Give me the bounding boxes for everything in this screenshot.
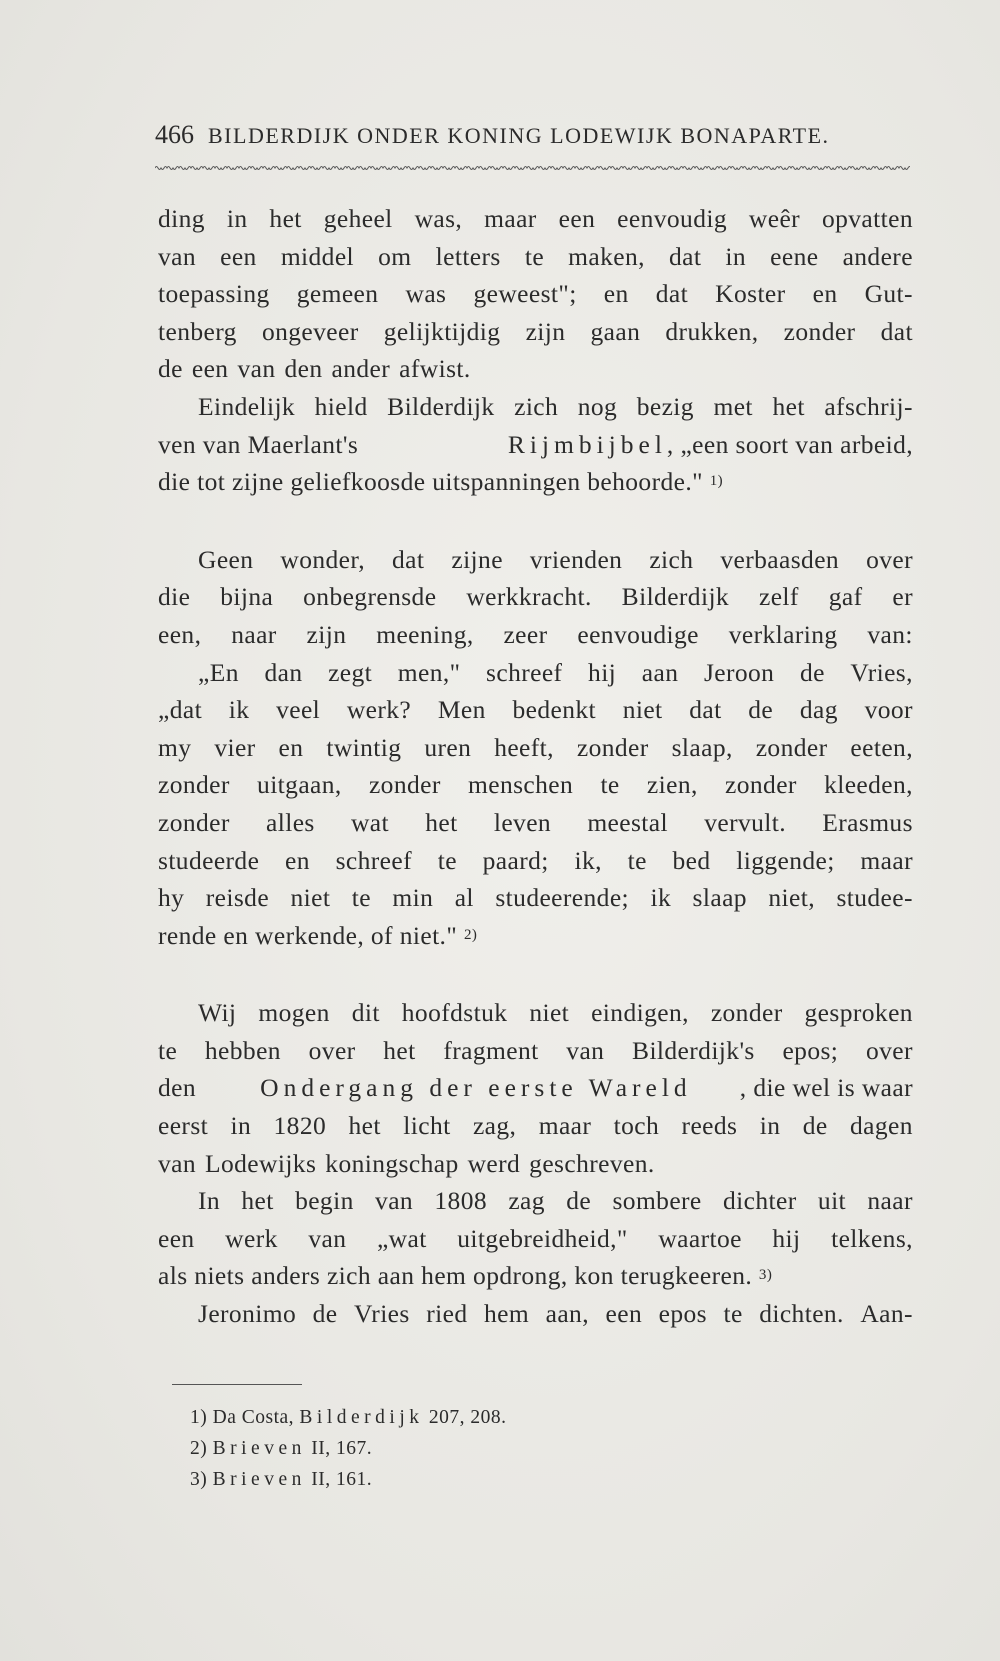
word: zonder <box>783 316 856 346</box>
word: reeds <box>681 1111 738 1141</box>
word: dat <box>668 241 702 271</box>
word: uit <box>817 1186 847 1216</box>
word: bijna <box>220 582 274 612</box>
word: den <box>284 354 323 384</box>
wavy-header-rule <box>155 163 910 173</box>
word: telkens, <box>831 1223 913 1253</box>
word: zonder <box>158 807 230 837</box>
word: ongeveer <box>261 316 359 346</box>
word: 1808 <box>434 1186 488 1216</box>
word: een, <box>158 619 202 649</box>
footnote-spaced-title: Brieven <box>212 1438 306 1459</box>
word: „dat <box>158 695 203 725</box>
word: fragment <box>443 1035 539 1065</box>
word: de <box>158 354 183 384</box>
word: wonder, <box>280 544 366 574</box>
word: Erasmus <box>822 807 913 837</box>
page-header <box>155 120 915 150</box>
word: de <box>799 657 825 687</box>
word: was, <box>414 204 463 233</box>
footnote-spaced-title: Brieven <box>212 1469 306 1490</box>
word: geheel <box>323 204 393 233</box>
word: te <box>351 883 371 913</box>
word: eene <box>770 241 819 271</box>
word: twintig <box>326 732 402 762</box>
word: vervult. <box>704 807 787 837</box>
word: uren <box>424 732 472 762</box>
word: zonder <box>576 732 649 762</box>
word: en <box>603 279 629 309</box>
word: eeten, <box>850 732 913 762</box>
word: veel <box>276 695 321 725</box>
word: vrienden <box>529 544 623 574</box>
text-line <box>158 766 913 804</box>
text-line <box>158 654 913 692</box>
word: te <box>627 845 647 875</box>
word: uitgebreidheid," <box>457 1223 628 1253</box>
word: Wij <box>198 998 237 1028</box>
word: sombere <box>612 1186 702 1216</box>
text-fragment: den <box>158 1073 197 1103</box>
word: werk <box>225 1223 278 1253</box>
word: aan <box>641 657 679 687</box>
word: over <box>866 1035 913 1065</box>
text-line <box>158 1257 913 1295</box>
word: begin <box>295 1186 354 1216</box>
word: zonder <box>710 998 783 1028</box>
word: gesproken <box>804 998 913 1028</box>
word: dat <box>392 544 425 574</box>
word: opvatten <box>821 204 913 233</box>
word: „wat <box>376 1223 427 1253</box>
word: epos <box>658 1299 707 1329</box>
word: van <box>237 354 276 384</box>
word: Lodewijks <box>205 1148 317 1178</box>
word: en <box>285 845 310 875</box>
word: maar <box>860 845 913 875</box>
word: hij <box>588 657 617 687</box>
word: zijn <box>525 316 566 346</box>
word: de <box>566 1186 592 1216</box>
word: reisde <box>205 883 270 913</box>
word: gaan <box>590 316 641 346</box>
word: het <box>348 1111 381 1141</box>
word: waartoe <box>658 1223 742 1253</box>
word: studee- <box>836 883 913 913</box>
word: verbaasden <box>720 544 840 574</box>
word: toepassing <box>158 279 270 309</box>
word: geschreven. <box>529 1148 655 1178</box>
text-line <box>158 463 913 501</box>
footnotes <box>190 1402 506 1495</box>
word: een <box>558 204 596 233</box>
running-head: BILDERDIJK ONDER KONING LODEWIJK BONAPARTE. <box>208 123 830 148</box>
word: Vries, <box>850 657 913 687</box>
word: het <box>241 1186 274 1216</box>
text-line <box>158 313 913 351</box>
text-line <box>158 1032 913 1070</box>
word: van <box>375 1186 414 1216</box>
word: meestal <box>587 807 668 837</box>
word: hem <box>484 1299 530 1329</box>
word: de <box>312 1299 338 1329</box>
word: ried <box>426 1299 468 1329</box>
word: van: <box>867 619 913 649</box>
text-line <box>158 350 913 388</box>
footnote-spaced-title: Bilderdijk <box>299 1407 424 1428</box>
word: al <box>454 883 474 913</box>
word: van <box>308 1223 347 1253</box>
text-line <box>158 917 913 955</box>
word: kleeden, <box>824 770 913 800</box>
text-line <box>158 804 913 842</box>
emphasized-title: Ondergang der eerste Wareld <box>260 1073 692 1103</box>
word: hoofdstuk <box>401 998 508 1028</box>
word: ik, <box>574 845 602 875</box>
footnote-3: 3) Brieven II, 161. <box>190 1469 373 1490</box>
word: nog <box>577 391 618 421</box>
word: die <box>158 582 191 612</box>
word: paard; <box>482 845 549 875</box>
word: ander <box>331 354 391 384</box>
word: dat <box>880 316 913 346</box>
word: vier <box>214 732 256 762</box>
word: zich <box>514 391 559 421</box>
word: het <box>383 1035 416 1065</box>
word: epos; <box>782 1035 839 1065</box>
footnote-2: 2) Brieven II, 167. <box>190 1438 373 1459</box>
word: Eindelijk <box>198 391 296 421</box>
word: Jeroon <box>703 657 775 687</box>
word: ik <box>650 883 672 913</box>
word: gelijktijdig <box>383 316 501 346</box>
word: te <box>524 241 545 271</box>
word: onbegrensde <box>303 582 437 612</box>
text-line <box>158 691 913 729</box>
word: eenvoudige <box>577 619 699 649</box>
text-line <box>158 879 913 917</box>
word: maken, <box>568 241 645 271</box>
word: Bilderdijk <box>387 391 495 421</box>
word: over <box>866 544 913 574</box>
footnote-ref: 3) <box>758 1267 773 1284</box>
text-line <box>158 200 913 238</box>
word: Gut- <box>864 279 913 309</box>
footnote-1: 1) Da Costa, Bilderdijk 207, 208. <box>190 1407 507 1428</box>
footnote-ref: 2) <box>463 926 478 943</box>
word: afwist. <box>399 354 471 384</box>
word: middel <box>280 241 355 271</box>
word: zonder <box>368 770 441 800</box>
word: studeerde <box>158 845 260 875</box>
word: hij <box>772 1223 801 1253</box>
word: dag <box>799 695 838 725</box>
word: de <box>802 1111 828 1141</box>
word: Koster <box>715 279 786 309</box>
word: wat <box>350 807 390 837</box>
word: de <box>748 695 774 725</box>
word: koningschap <box>325 1148 459 1178</box>
word: ding <box>158 204 205 233</box>
word: meening, <box>376 619 474 649</box>
word: alles <box>266 807 315 837</box>
word: te <box>158 1035 178 1065</box>
word: het <box>269 204 302 233</box>
word: gemeen <box>296 279 379 309</box>
text-line <box>158 578 913 616</box>
text-line <box>158 275 913 313</box>
word: maar <box>484 204 537 233</box>
word: niet <box>529 998 570 1028</box>
footnote-separator <box>172 1384 302 1385</box>
word: bed <box>672 845 711 875</box>
word: werkkracht. <box>466 582 592 612</box>
word: Bilderdijk <box>621 582 730 612</box>
word: hy <box>158 883 185 913</box>
text-fragment: als niets anders zich aan hem opdrong, kon terugkeeren. <box>158 1261 753 1291</box>
word: liggende; <box>736 845 835 875</box>
word: en <box>812 279 838 309</box>
word: was <box>405 279 447 309</box>
word: zag, <box>472 1111 517 1141</box>
word: werd <box>467 1148 521 1178</box>
word: in <box>230 1111 252 1141</box>
word: van <box>158 1148 197 1178</box>
word: te <box>723 1299 743 1329</box>
word: In <box>198 1186 221 1216</box>
word: 1820 <box>273 1111 327 1141</box>
text-fragment: , die wel is waar <box>739 1073 913 1103</box>
word: zonder <box>158 770 230 800</box>
word: zien, <box>646 770 698 800</box>
word: my <box>158 732 192 762</box>
word: zijn <box>306 619 347 649</box>
word: dichten. <box>759 1299 844 1329</box>
word: letters <box>435 241 501 271</box>
word: om <box>378 241 412 271</box>
word: een <box>220 241 257 271</box>
text-line <box>158 1069 913 1107</box>
word: bezig <box>636 391 694 421</box>
word: het <box>425 807 458 837</box>
word: heeft, <box>494 732 554 762</box>
word: niet <box>290 883 331 913</box>
word: zonder <box>725 770 797 800</box>
word: Men <box>437 695 486 725</box>
word: weêr <box>748 204 801 233</box>
word: menschen <box>468 770 574 800</box>
word: het <box>772 391 805 421</box>
word: mogen <box>258 998 330 1028</box>
word: eerst <box>158 1111 209 1141</box>
word: over <box>308 1035 356 1065</box>
word: zonder <box>755 732 828 762</box>
text-line <box>158 1145 913 1183</box>
word: licht <box>403 1111 451 1141</box>
word: aan, <box>545 1299 589 1329</box>
word: niet <box>622 695 663 725</box>
word: van <box>566 1035 605 1065</box>
word: met <box>713 391 753 421</box>
word: niet, <box>768 883 816 913</box>
word: naar <box>231 619 277 649</box>
word: Jeronimo <box>198 1299 297 1329</box>
word: Aan- <box>860 1299 913 1329</box>
word: Vries <box>354 1299 410 1329</box>
text-line <box>158 541 913 579</box>
word: andere <box>842 241 913 271</box>
word: te <box>437 845 457 875</box>
word: drukken, <box>665 316 759 346</box>
word: dagen <box>850 1111 913 1141</box>
text-line <box>158 729 913 767</box>
word: van <box>158 241 197 271</box>
word: zeer <box>503 619 548 649</box>
word: dichter <box>722 1186 797 1216</box>
word: schreef <box>486 657 563 687</box>
text-fragment: ven van Maerlant's <box>158 429 359 459</box>
word: dat <box>689 695 722 725</box>
word: een <box>191 354 229 384</box>
footnote-ref: 1) <box>709 473 723 490</box>
word: ik <box>228 695 250 725</box>
word: in <box>759 1111 781 1141</box>
word: verklaring <box>728 619 838 649</box>
word: maar <box>538 1111 592 1141</box>
word: zelf <box>758 582 799 612</box>
text-fragment: die tot zijne geliefkoosde uitspanningen behoorde." <box>158 467 703 497</box>
word: men," <box>397 657 461 687</box>
text-line <box>158 426 913 464</box>
word: in <box>226 204 248 233</box>
word: in <box>725 241 747 271</box>
page-number: 466 <box>155 120 194 149</box>
word: studeerende; <box>495 883 630 913</box>
word: Bilderdijk's <box>632 1035 755 1065</box>
word: zijne <box>451 544 503 574</box>
word: tenberg <box>158 316 237 346</box>
word: en <box>278 732 304 762</box>
text-line <box>158 616 913 654</box>
word: werk? <box>346 695 412 725</box>
word: hield <box>314 391 368 421</box>
word: schreef <box>335 845 413 875</box>
word: zegt <box>328 657 373 687</box>
word: naar <box>867 1186 913 1216</box>
text-line <box>158 388 913 426</box>
word: voor <box>864 695 913 725</box>
word: Geen <box>198 544 254 574</box>
word: zich <box>649 544 694 574</box>
word: er <box>892 582 913 612</box>
word: „En <box>198 657 239 687</box>
word: eenvoudig <box>617 204 727 233</box>
body-text <box>158 200 913 1333</box>
text-line <box>158 1295 913 1333</box>
text-line <box>158 238 913 276</box>
word: hebben <box>204 1035 281 1065</box>
word: zag <box>508 1186 545 1216</box>
word: bedenkt <box>512 695 597 725</box>
text-line <box>158 1182 913 1220</box>
text-line <box>158 994 913 1032</box>
word: dit <box>351 998 380 1028</box>
word: toch <box>613 1111 660 1141</box>
emphasized-title: Rijmbijbel, „een soort van arbeid, <box>507 429 913 459</box>
word: een <box>158 1223 195 1253</box>
word: min <box>392 883 434 913</box>
text-line <box>158 842 913 880</box>
word: uitgaan, <box>257 770 342 800</box>
word: eindigen, <box>591 998 689 1028</box>
word: slaap, <box>671 732 733 762</box>
word: dan <box>264 657 303 687</box>
word: te <box>600 770 620 800</box>
text-line <box>158 1220 913 1258</box>
word: afschrij- <box>824 391 913 421</box>
word: een <box>605 1299 643 1329</box>
text-line <box>158 1107 913 1145</box>
word: dat <box>655 279 689 309</box>
word: geweest"; <box>473 279 577 309</box>
word: slaap <box>692 883 747 913</box>
word: leven <box>493 807 552 837</box>
text-fragment: rende en werkende, of niet." <box>158 920 458 950</box>
word: gaf <box>828 582 863 612</box>
